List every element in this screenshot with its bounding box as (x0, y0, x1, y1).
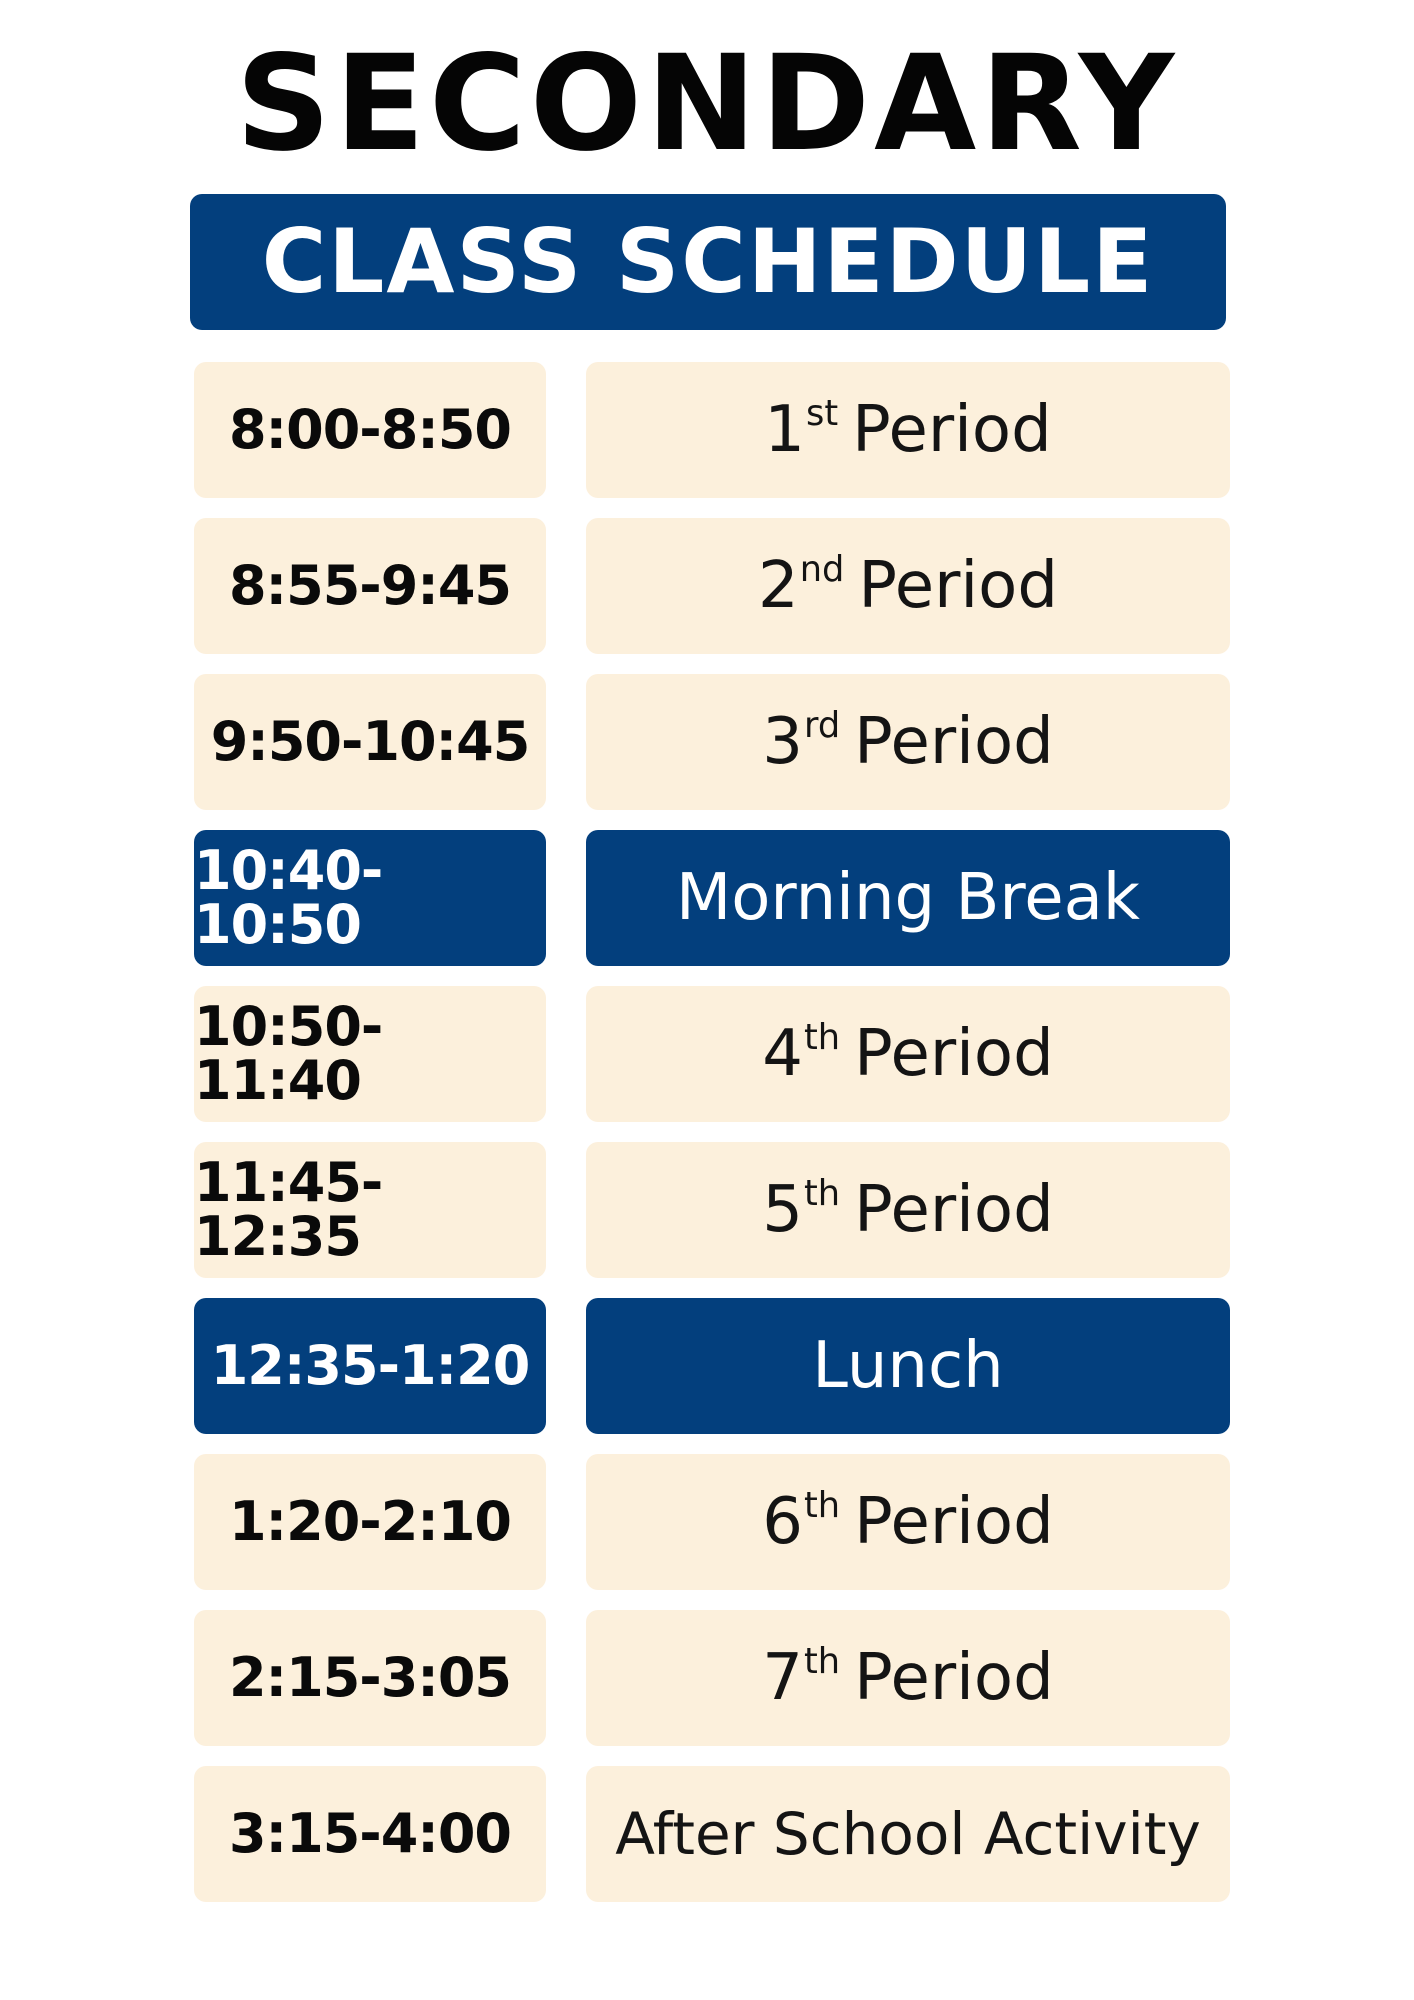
period-cell (586, 986, 1230, 1122)
period-word: Period (854, 1485, 1054, 1559)
subtitle-banner (190, 194, 1226, 330)
schedule-row-6th-period (194, 1454, 1230, 1590)
period-number: 6 (762, 1485, 804, 1559)
period-label (758, 548, 1058, 623)
time-text: 1:20-2:10 (228, 1490, 512, 1553)
period-label (762, 704, 1054, 779)
schedule-row-after-school (194, 1766, 1230, 1902)
break-cell (586, 830, 1230, 966)
period-ordinal: th (804, 1172, 841, 1214)
time-cell (194, 1454, 546, 1590)
schedule-row-2nd-period (194, 518, 1230, 654)
subtitle-text: CLASS SCHEDULE (261, 210, 1155, 313)
period-cell (586, 674, 1230, 810)
period-word: Period (854, 1017, 1054, 1091)
period-label (762, 1016, 1054, 1091)
schedule-row-morning-break (194, 830, 1230, 966)
period-label (764, 392, 1052, 467)
time-cell (194, 1610, 546, 1746)
time-text: 10:40-10:50 (194, 839, 383, 956)
period-ordinal: th (804, 1640, 841, 1682)
time-cell (194, 518, 546, 654)
period-label (762, 1484, 1054, 1559)
time-text: 11:45-12:35 (194, 1151, 383, 1268)
time-cell (194, 362, 546, 498)
period-number: 5 (762, 1173, 804, 1247)
period-cell (586, 362, 1230, 498)
time-text: 3:15-4:00 (228, 1802, 512, 1865)
time-text: 2:15-3:05 (228, 1646, 512, 1709)
time-text: 10:50-11:40 (194, 995, 383, 1112)
period-cell (586, 1454, 1230, 1590)
period-ordinal: st (806, 392, 839, 434)
period-label (762, 1640, 1054, 1715)
time-cell (194, 986, 546, 1122)
schedule-row-1st-period (194, 362, 1230, 498)
activity-label: After School Activity (615, 1800, 1201, 1868)
time-text: 12:35-1:20 (210, 1334, 530, 1397)
schedule-row-3rd-period (194, 674, 1230, 810)
time-cell (194, 1142, 546, 1278)
schedule-row-5th-period (194, 1142, 1230, 1278)
schedule-row-7th-period (194, 1610, 1230, 1746)
time-text: 8:55-9:45 (228, 554, 512, 617)
period-word: Period (854, 1173, 1054, 1247)
period-ordinal: th (804, 1484, 841, 1526)
period-number: 2 (758, 549, 799, 623)
time-cell (194, 1766, 546, 1902)
period-ordinal: nd (799, 548, 845, 590)
time-cell (194, 830, 546, 966)
period-label (762, 1172, 1054, 1247)
period-word: Period (854, 1641, 1054, 1715)
page-title: SECONDARY (235, 27, 1179, 181)
schedule-row-4th-period (194, 986, 1230, 1122)
lunch-cell (586, 1298, 1230, 1434)
period-word: Period (858, 549, 1058, 623)
schedule-row-lunch (194, 1298, 1230, 1434)
activity-cell (586, 1766, 1230, 1902)
lunch-label: Lunch (812, 1329, 1004, 1403)
period-cell (586, 1142, 1230, 1278)
time-cell (194, 1298, 546, 1434)
period-number: 3 (762, 705, 803, 779)
period-number: 1 (764, 393, 805, 467)
period-number: 7 (762, 1641, 804, 1715)
period-cell (586, 518, 1230, 654)
time-text: 9:50-10:45 (210, 710, 530, 773)
period-word: Period (852, 393, 1052, 467)
period-number: 4 (762, 1017, 804, 1091)
period-ordinal: th (804, 1016, 841, 1058)
period-ordinal: rd (803, 704, 841, 746)
period-word: Period (854, 705, 1054, 779)
time-text: 8:00-8:50 (228, 398, 512, 461)
period-cell (586, 1610, 1230, 1746)
time-cell (194, 674, 546, 810)
break-label: Morning Break (676, 861, 1140, 935)
